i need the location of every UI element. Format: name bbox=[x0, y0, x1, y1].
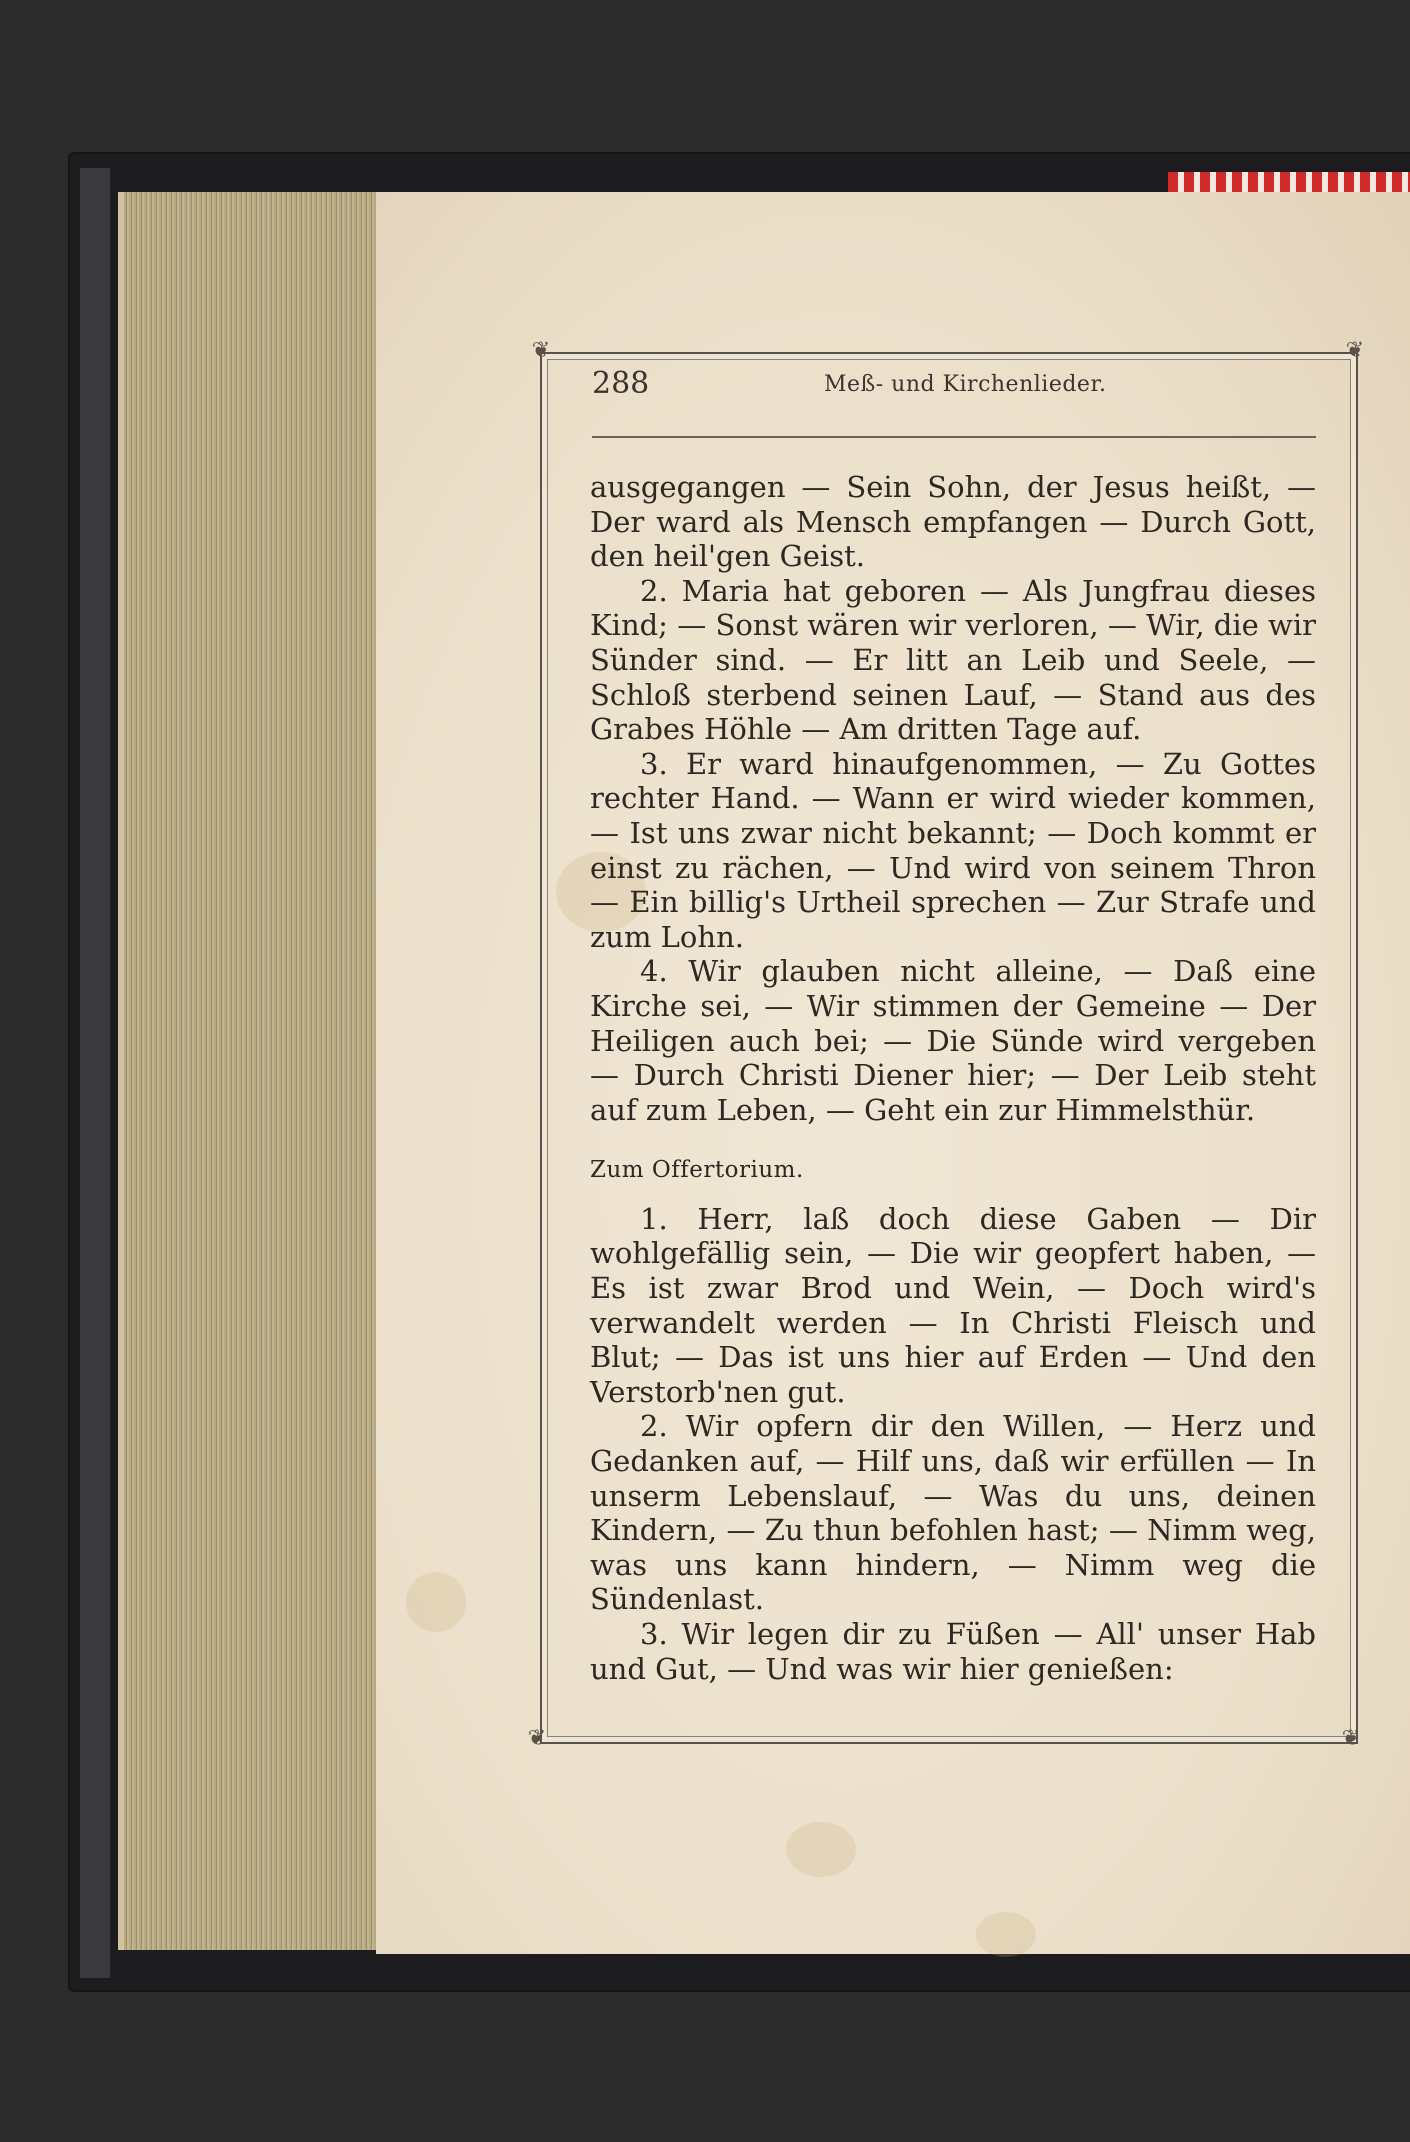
paragraph: 3. Wir legen dir zu Füßen — All' unser Hab und Gut, — Und was wir hier genießen: bbox=[590, 1617, 1316, 1686]
paragraph: ausgegangen — Sein Sohn, der Jesus heißt, — Der ward als Mensch empfangen — Durch Gott, den heil'gen Geist. bbox=[590, 470, 1316, 574]
foxing-stain bbox=[976, 1912, 1036, 1957]
page-number: 288 bbox=[592, 366, 650, 401]
corner-ornament-icon: ❦ bbox=[1345, 338, 1365, 363]
page-block-edges bbox=[118, 192, 386, 1950]
corner-ornament-icon: ❦ bbox=[1341, 1726, 1361, 1751]
foxing-stain bbox=[406, 1572, 466, 1632]
corner-ornament-icon: ❦ bbox=[531, 338, 551, 363]
cover-spine-edge bbox=[80, 168, 110, 1978]
page-header bbox=[592, 366, 1316, 410]
body-text bbox=[590, 470, 1316, 1686]
paragraph: 3. Er ward hinaufgenommen, — Zu Gottes rechter Hand. — Wann er wird wieder kommen, — Ist uns zwar nicht bekannt; — Doch kommt er einst zu rächen, — Und wird von seinem Thron — Ein billig's Urtheil sprechen — Zur Strafe und zum Lohn. bbox=[590, 746, 1316, 954]
foxing-stain bbox=[786, 1822, 856, 1877]
paragraph: 1. Herr, laß doch diese Gaben — Dir wohlgefällig sein, — Die wir geopfert haben, — Es ist zwar Brod und Wein, — Doch wird's verwandelt werden — In Christi Fleisch und Blut; — Das ist uns hier auf Erden — Und den Verstorb'nen gut. bbox=[590, 1201, 1316, 1409]
paragraph: 2. Maria hat geboren — Als Jungfrau dieses Kind; — Sonst wären wir verloren, — Wir, die wir Sünder sind. — Er litt an Leib und Seele, — Schloß sterbend seinen Lauf, — Stand aus des Grabes Höhle — Am dritten Tage auf. bbox=[590, 573, 1316, 747]
paragraph: 2. Wir opfern dir den Willen, — Herz und Gedanken auf, — Hilf uns, daß wir erfüllen — In unserm Lebenslauf, — Was du uns, deinen Kindern, — Zu thun befohlen hast; — Nimm weg, was uns kann hindern, — Nimm weg die Sündenlast. bbox=[590, 1409, 1316, 1617]
running-head: Meß- und Kirchenlieder. bbox=[824, 372, 1107, 397]
header-rule bbox=[592, 436, 1316, 438]
corner-ornament-icon: ❦ bbox=[527, 1726, 547, 1751]
section-title: Zum Offertorium. bbox=[590, 1157, 804, 1184]
paragraph: 4. Wir glauben nicht alleine, — Daß eine Kirche sei, — Wir stimmen der Gemeine — Der Heiligen auch bei; — Die Sünde wird vergeben — Durch Christi Diener hier; — Der Leib steht auf zum Leben, — Geht ein zur Himmelsthür. bbox=[590, 954, 1316, 1127]
